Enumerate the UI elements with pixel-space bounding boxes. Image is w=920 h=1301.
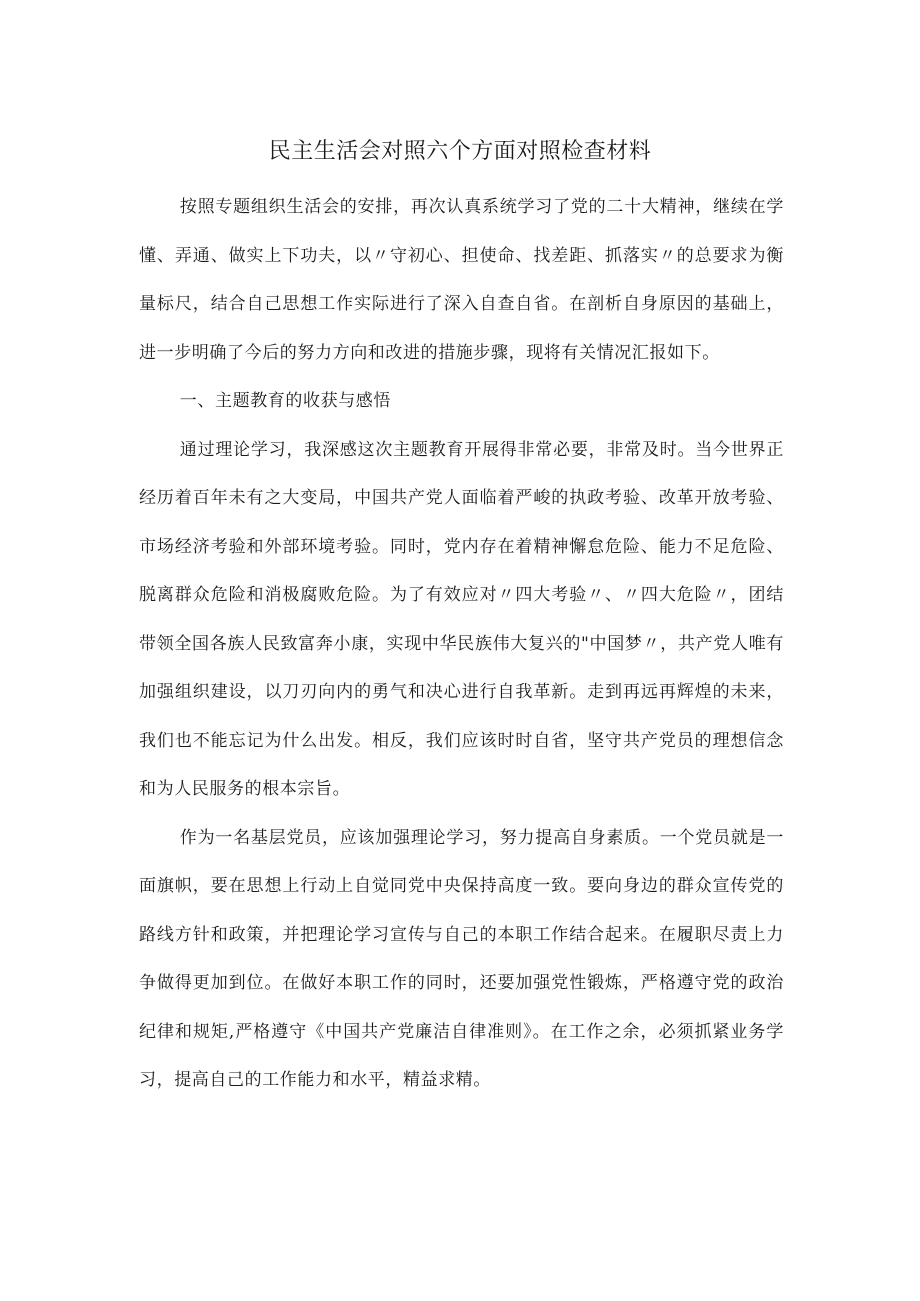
section-heading: 一、主题教育的收获与感悟 — [179, 391, 391, 411]
document-title: 民主生活会对照六个方面对照检查材料 — [268, 139, 652, 164]
paragraph-intro: 按照专题组织生活会的安排，再次认真系统学习了党的二十大精神，继续在学懂、弄通、做实上下功夫，以〃守初心、担使命、找差距、抓落实〃的总要求为衡量标尺，结合自己思想工作实际进行了深入自查自省。在剖析自身原因的基础上，进一步明确了今后的努力方向和改进的措施步骤，现将有关情况汇报如下。 — [139, 197, 784, 363]
paragraph-grassroots-member: 作为一名基层党员，应该加强理论学习，努力提高自身素质。一个党员就是一面旗帜，要在思想上行动上自觉同党中央保持高度一致。要向身边的群众宣传党的路线方针和政策，并把理论学习宣传与自己的本职工作结合起来。在履职尽责上力争做得更加到位。在做好本职工作的同时，还要加强党性锻炼，严格遵守党的政治纪律和规矩,严格遵守《中国共产党廉洁自律准则》。在工作之余，必须抓紧业务学习，提高自己的工作能力和水平，精益求精。 — [139, 827, 784, 1090]
paragraph-theory-study: 通过理论学习，我深感这次主题教育开展得非常必要，非常及时。当今世界正经历着百年未有之大变局，中国共产党人面临着严峻的执政考验、改革开放考验、市场经济考验和外部环境考验。同时，党内存在着精神懈怠危险、能力不足危险、脱离群众危险和消极腐败危险。为了有效应对〃四大考验〃、〃四大危险〃，团结带领全国各族人民致富奔小康，实现中华民族伟大复兴的"中国梦〃，共产党人唯有加强组织建设，以刀刃向内的勇气和决心进行自我革新。走到再远再辉煌的未来，我们也不能忘记为什么出发。相反，我们应该时时自省，坚守共产党员的理想信念和为人民服务的根本宗旨。 — [139, 439, 784, 799]
document-body — [139, 183, 784, 1105]
